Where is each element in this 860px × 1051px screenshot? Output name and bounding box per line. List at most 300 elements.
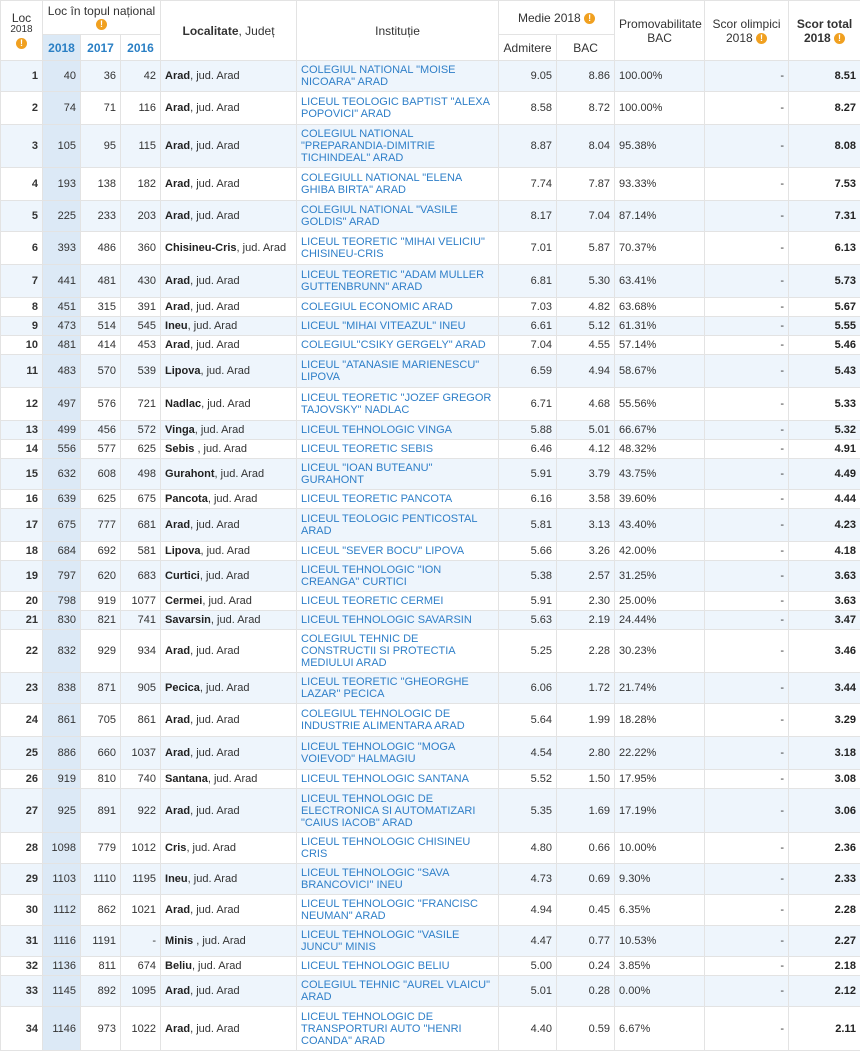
bac-cell: 2.30: [557, 592, 615, 611]
loc-2018-cell: 483: [43, 355, 81, 388]
olimpici-cell: -: [705, 611, 789, 630]
city-cell: [161, 317, 297, 336]
admitere-cell: 4.47: [499, 926, 557, 957]
table-row[interactable]: [1, 201, 860, 232]
loc-2016-cell: 922: [121, 789, 161, 833]
county-name: , jud. Arad: [190, 747, 240, 759]
rank-cell: 11: [1, 355, 43, 388]
bac-cell: 2.28: [557, 630, 615, 673]
total-score-cell: 2.36: [789, 833, 860, 864]
total-header[interactable]: [789, 1, 860, 61]
olimpici-header[interactable]: [705, 1, 789, 61]
promovabilitate-cell: 22.22%: [615, 737, 705, 770]
institution-link[interactable]: LICEUL TEHNOLOGIC SAVARSIN: [297, 611, 499, 630]
admitere-cell: 5.64: [499, 704, 557, 737]
info-icon[interactable]: !: [834, 33, 845, 44]
loc-2016-cell: 683: [121, 561, 161, 592]
total-score-cell: 8.27: [789, 92, 860, 125]
loc-2018-cell: 832: [43, 630, 81, 673]
city-cell: [161, 976, 297, 1007]
city-cell: [161, 440, 297, 459]
city-name: Arad: [165, 102, 190, 114]
county-name: , jud. Arad: [190, 178, 240, 190]
table-row[interactable]: [1, 737, 860, 770]
city-name: Nadlac: [165, 398, 201, 410]
institution-link[interactable]: LICEUL TEHNOLOGIC VINGA: [297, 421, 499, 440]
rank-cell: 10: [1, 336, 43, 355]
loc-2016-cell: 391: [121, 298, 161, 317]
bac-cell: 3.13: [557, 509, 615, 542]
loc-2017-cell: 871: [81, 673, 121, 704]
institution-link[interactable]: LICEUL "ATANASIE MARIENESCU" LIPOVA: [297, 355, 499, 388]
admitere-cell: 6.16: [499, 490, 557, 509]
table-row[interactable]: [1, 630, 860, 673]
table-row[interactable]: [1, 864, 860, 895]
city-cell: [161, 957, 297, 976]
city-name: Arad: [165, 301, 190, 313]
judet-label: , Județ: [239, 24, 275, 38]
county-name: , jud. Arad: [201, 398, 251, 410]
table-row[interactable]: [1, 92, 860, 125]
institution-link[interactable]: COLEGIUL NATIONAL "VASILE GOLDIS" ARAD: [297, 201, 499, 232]
institution-link[interactable]: LICEUL TEHNOLOGIC CHISINEU CRIS: [297, 833, 499, 864]
loc-2018-cell: 925: [43, 789, 81, 833]
bac-header[interactable]: BAC: [557, 35, 615, 61]
city-name: Arad: [165, 210, 190, 222]
olimpici-cell: -: [705, 630, 789, 673]
loc-2018-cell: 393: [43, 232, 81, 265]
county-name: , jud. Arad: [190, 140, 240, 152]
institution-link[interactable]: LICEUL "IOAN BUTEANU" GURAHONT: [297, 459, 499, 490]
loc-2018-cell: 675: [43, 509, 81, 542]
loc-2017-cell: 486: [81, 232, 121, 265]
institution-link[interactable]: COLEGIUL NATIONAL "MOISE NICOARA" ARAD: [297, 61, 499, 92]
city-cell: [161, 926, 297, 957]
info-icon[interactable]: !: [16, 38, 27, 49]
institution-link[interactable]: LICEUL TEORETIC SEBIS: [297, 440, 499, 459]
city-name: Arad: [165, 904, 190, 916]
table-row[interactable]: [1, 926, 860, 957]
rank-cell: 32: [1, 957, 43, 976]
county-name: , jud. Arad: [190, 985, 240, 997]
localitate-header[interactable]: [161, 1, 297, 61]
city-cell: [161, 630, 297, 673]
loc-2018-cell: 798: [43, 592, 81, 611]
rank-cell: 8: [1, 298, 43, 317]
loc-2017-cell: 891: [81, 789, 121, 833]
sort-2018-header[interactable]: 2018: [43, 35, 81, 61]
city-cell: [161, 92, 297, 125]
institution-link[interactable]: LICEUL TEHNOLOGIC "ION CREANGA" CURTICI: [297, 561, 499, 592]
promovabilitate-cell: 43.75%: [615, 459, 705, 490]
institution-link[interactable]: LICEUL TEHNOLOGIC BELIU: [297, 957, 499, 976]
institution-link[interactable]: LICEUL TEHNOLOGIC DE TRANSPORTURI AUTO "HENRI COANDA" ARAD: [297, 1007, 499, 1051]
promovabilitate-cell: 6.67%: [615, 1007, 705, 1051]
info-icon[interactable]: !: [756, 33, 767, 44]
loc-label: Loc: [5, 12, 38, 24]
city-name: Cris: [165, 842, 186, 854]
institution-link[interactable]: LICEUL TEORETIC "JOZEF GREGOR TAJOVSKY" NADLAC: [297, 388, 499, 421]
admitere-cell: 5.52: [499, 770, 557, 789]
bac-cell: 4.12: [557, 440, 615, 459]
institution-link[interactable]: LICEUL TEOLOGIC BAPTIST "ALEXA POPOVICI" ARAD: [297, 92, 499, 125]
city-cell: [161, 864, 297, 895]
admitere-cell: 5.63: [499, 611, 557, 630]
loc-2016-cell: 674: [121, 957, 161, 976]
sort-2016-header[interactable]: 2016: [121, 35, 161, 61]
admitere-cell: 5.35: [499, 789, 557, 833]
olimpici-cell: -: [705, 336, 789, 355]
table-row[interactable]: [1, 833, 860, 864]
institution-link[interactable]: LICEUL TEHNOLOGIC DE ELECTRONICA SI AUTOMATIZARI "CAIUS IACOB" ARAD: [297, 789, 499, 833]
ranking-body: [1, 61, 860, 1051]
county-name: , jud. Arad: [208, 773, 258, 785]
loc-2016-cell: 581: [121, 542, 161, 561]
bac-cell: 0.28: [557, 976, 615, 1007]
loc-2016-cell: 675: [121, 490, 161, 509]
institution-link[interactable]: LICEUL TEORETIC "ADAM MULLER GUTTENBRUNN" ARAD: [297, 265, 499, 298]
admitere-cell: 7.74: [499, 168, 557, 201]
loc-2017-cell: 705: [81, 704, 121, 737]
admitere-cell: 6.71: [499, 388, 557, 421]
loc-2018-cell: 451: [43, 298, 81, 317]
loc-2018-cell: 441: [43, 265, 81, 298]
admitere-cell: 4.94: [499, 895, 557, 926]
loc-2017-cell: 1191: [81, 926, 121, 957]
olimpici-cell: -: [705, 421, 789, 440]
loc-2016-cell: 115: [121, 125, 161, 168]
loc-2018-header[interactable]: [1, 1, 43, 61]
institution-link[interactable]: LICEUL TEORETIC "GHEORGHE LAZAR" PECICA: [297, 673, 499, 704]
rank-cell: 4: [1, 168, 43, 201]
table-row[interactable]: [1, 561, 860, 592]
rank-cell: 17: [1, 509, 43, 542]
total-score-cell: 3.63: [789, 561, 860, 592]
table-row[interactable]: [1, 895, 860, 926]
table-row[interactable]: [1, 168, 860, 201]
promovabilitate-cell: 10.53%: [615, 926, 705, 957]
city-name: Arad: [165, 805, 190, 817]
table-row[interactable]: [1, 490, 860, 509]
county-name: , jud. Arad: [190, 210, 240, 222]
institution-link[interactable]: COLEGIUL ECONOMIC ARAD: [297, 298, 499, 317]
table-row[interactable]: [1, 789, 860, 833]
institution-link[interactable]: COLEGIUL TEHNIC DE CONSTRUCTII SI PROTECTIA MEDIULUI ARAD: [297, 630, 499, 673]
institution-link[interactable]: COLEGIUL"CSIKY GERGELY" ARAD: [297, 336, 499, 355]
olimpici-cell: -: [705, 490, 789, 509]
bac-cell: 0.24: [557, 957, 615, 976]
city-cell: [161, 561, 297, 592]
admitere-cell: 5.81: [499, 509, 557, 542]
institution-link[interactable]: LICEUL TEOLOGIC PENTICOSTAL ARAD: [297, 509, 499, 542]
table-row[interactable]: [1, 770, 860, 789]
loc-2016-cell: 741: [121, 611, 161, 630]
admitere-cell: 6.61: [499, 317, 557, 336]
loc-2016-cell: 203: [121, 201, 161, 232]
admitere-cell: 7.01: [499, 232, 557, 265]
institution-link[interactable]: LICEUL "SEVER BOCU" LIPOVA: [297, 542, 499, 561]
total-score-cell: 5.67: [789, 298, 860, 317]
info-icon[interactable]: !: [96, 19, 107, 30]
promovabilitate-cell: 61.31%: [615, 317, 705, 336]
admitere-cell: 4.40: [499, 1007, 557, 1051]
table-row[interactable]: [1, 1007, 860, 1051]
city-cell: [161, 895, 297, 926]
rank-cell: 9: [1, 317, 43, 336]
institution-link[interactable]: LICEUL TEORETIC CERMEI: [297, 592, 499, 611]
loc-2018-cell: 225: [43, 201, 81, 232]
loc-2018-cell: 473: [43, 317, 81, 336]
table-row[interactable]: [1, 125, 860, 168]
loc-2016-cell: 360: [121, 232, 161, 265]
bac-cell: 0.66: [557, 833, 615, 864]
institution-link[interactable]: COLEGIULL NATIONAL "ELENA GHIBA BIRTA" ARAD: [297, 168, 499, 201]
loc-2017-cell: 620: [81, 561, 121, 592]
olimpici-cell: -: [705, 61, 789, 92]
top-national-label: Loc în topul național: [47, 5, 156, 18]
table-row[interactable]: [1, 298, 860, 317]
rank-cell: 33: [1, 976, 43, 1007]
promovabilitate-cell: 24.44%: [615, 611, 705, 630]
rank-cell: 5: [1, 201, 43, 232]
table-row[interactable]: [1, 976, 860, 1007]
table-row[interactable]: [1, 440, 860, 459]
rank-cell: 23: [1, 673, 43, 704]
table-row[interactable]: [1, 611, 860, 630]
institution-link[interactable]: COLEGIUL TEHNOLOGIC DE INDUSTRIE ALIMENTARA ARAD: [297, 704, 499, 737]
olimpici-cell: -: [705, 298, 789, 317]
county-name: , jud. Arad: [190, 1023, 240, 1035]
city-cell: [161, 168, 297, 201]
promovabilitate-cell: 87.14%: [615, 201, 705, 232]
institution-link[interactable]: LICEUL TEHNOLOGIC "SAVA BRANCOVICI" INEU: [297, 864, 499, 895]
rank-cell: 13: [1, 421, 43, 440]
county-name: , jud. Arad: [200, 365, 250, 377]
total-score-cell: 4.18: [789, 542, 860, 561]
loc-2016-cell: 625: [121, 440, 161, 459]
bac-cell: 0.59: [557, 1007, 615, 1051]
county-name: , jud. Arad: [190, 70, 240, 82]
olimpici-cell: -: [705, 561, 789, 592]
loc-2018-cell: 1116: [43, 926, 81, 957]
olimpici-cell: -: [705, 388, 789, 421]
promovabilitate-cell: 30.23%: [615, 630, 705, 673]
loc-2016-cell: 453: [121, 336, 161, 355]
city-name: Gurahont: [165, 468, 215, 480]
institutie-header[interactable]: [297, 1, 499, 61]
promovabilitate-cell: 58.67%: [615, 355, 705, 388]
rank-cell: 21: [1, 611, 43, 630]
county-name: , jud. Arad: [194, 443, 247, 455]
institution-link[interactable]: COLEGIUL NATIONAL "PREPARANDIA-DIMITRIE TICHINDEAL" ARAD: [297, 125, 499, 168]
loc-2016-cell: 1077: [121, 592, 161, 611]
institution-link[interactable]: LICEUL TEORETIC "MIHAI VELICIU" CHISINEU-CRIS: [297, 232, 499, 265]
bac-cell: 5.12: [557, 317, 615, 336]
city-cell: [161, 673, 297, 704]
city-cell: [161, 509, 297, 542]
loc-2016-cell: 740: [121, 770, 161, 789]
loc-2017-cell: 892: [81, 976, 121, 1007]
admitere-cell: 5.88: [499, 421, 557, 440]
institution-link[interactable]: LICEUL "MIHAI VITEAZUL" INEU: [297, 317, 499, 336]
table-row[interactable]: [1, 421, 860, 440]
loc-2017-cell: 1110: [81, 864, 121, 895]
rank-cell: 26: [1, 770, 43, 789]
loc-2016-cell: 1195: [121, 864, 161, 895]
bac-cell: 4.94: [557, 355, 615, 388]
table-row[interactable]: [1, 459, 860, 490]
table-row[interactable]: [1, 509, 860, 542]
promovabilitate-cell: 10.00%: [615, 833, 705, 864]
county-name: , jud. Arad: [186, 842, 236, 854]
county-name: , jud. Arad: [190, 301, 240, 313]
table-row[interactable]: [1, 61, 860, 92]
county-name: , jud. Arad: [190, 714, 240, 726]
loc-2016-cell: 1022: [121, 1007, 161, 1051]
loc-2018-cell: 830: [43, 611, 81, 630]
city-name: Arad: [165, 1023, 190, 1035]
promovabilitate-cell: 42.00%: [615, 542, 705, 561]
bac-cell: 0.45: [557, 895, 615, 926]
total-score-cell: 5.32: [789, 421, 860, 440]
olimpici-cell: -: [705, 770, 789, 789]
city-name: Chisineu-Cris: [165, 242, 237, 254]
city-name: Arad: [165, 339, 190, 351]
county-name: , jud. Arad: [195, 424, 245, 436]
admitere-cell: 7.04: [499, 336, 557, 355]
rank-cell: 19: [1, 561, 43, 592]
promovabilitate-cell: 0.00%: [615, 976, 705, 1007]
olimpici-cell: -: [705, 976, 789, 1007]
institution-link[interactable]: LICEUL TEHNOLOGIC SANTANA: [297, 770, 499, 789]
bac-cell: 8.86: [557, 61, 615, 92]
loc-2017-cell: 414: [81, 336, 121, 355]
loc-2017-cell: 138: [81, 168, 121, 201]
loc-2018-cell: 797: [43, 561, 81, 592]
loc-2018-cell: 499: [43, 421, 81, 440]
admitere-cell: 8.87: [499, 125, 557, 168]
rank-cell: 25: [1, 737, 43, 770]
rank-cell: 20: [1, 592, 43, 611]
promovabilitate-header[interactable]: [615, 1, 705, 61]
loc-2018-cell: 861: [43, 704, 81, 737]
admitere-cell: 8.58: [499, 92, 557, 125]
rank-cell: 29: [1, 864, 43, 895]
total-score-cell: 3.06: [789, 789, 860, 833]
table-row[interactable]: [1, 542, 860, 561]
loc-2017-cell: 779: [81, 833, 121, 864]
institution-link[interactable]: COLEGIUL TEHNIC "AUREL VLAICU" ARAD: [297, 976, 499, 1007]
institution-link[interactable]: LICEUL TEHNOLOGIC "VASILE JUNCU" MINIS: [297, 926, 499, 957]
loc-2016-cell: 42: [121, 61, 161, 92]
total-score-cell: 3.18: [789, 737, 860, 770]
sort-2017-header[interactable]: 2017: [81, 35, 121, 61]
table-row[interactable]: [1, 265, 860, 298]
loc-2018-cell: 40: [43, 61, 81, 92]
table-row[interactable]: [1, 957, 860, 976]
table-row[interactable]: [1, 355, 860, 388]
rank-cell: 30: [1, 895, 43, 926]
county-name: , jud. Arad: [188, 873, 238, 885]
promovabilitate-cell: 25.00%: [615, 592, 705, 611]
table-row[interactable]: [1, 336, 860, 355]
rank-cell: 18: [1, 542, 43, 561]
city-cell: [161, 61, 297, 92]
admitere-cell: 4.54: [499, 737, 557, 770]
county-name: , jud. Arad: [211, 614, 261, 626]
loc-2017-cell: 862: [81, 895, 121, 926]
admitere-header[interactable]: Admitere: [499, 35, 557, 61]
city-name: Arad: [165, 140, 190, 152]
rank-cell: 7: [1, 265, 43, 298]
city-cell: [161, 490, 297, 509]
rank-cell: 2: [1, 92, 43, 125]
loc-2017-cell: 973: [81, 1007, 121, 1051]
admitere-cell: 5.91: [499, 459, 557, 490]
table-row[interactable]: [1, 673, 860, 704]
loc-2016-cell: 545: [121, 317, 161, 336]
bac-cell: 4.82: [557, 298, 615, 317]
loc-2017-cell: 625: [81, 490, 121, 509]
info-icon[interactable]: !: [584, 13, 595, 24]
rank-cell: 3: [1, 125, 43, 168]
admitere-cell: 5.38: [499, 561, 557, 592]
total-label: Scor total 2018: [797, 17, 852, 45]
city-cell: [161, 232, 297, 265]
total-score-cell: 2.28: [789, 895, 860, 926]
institution-link[interactable]: LICEUL TEORETIC PANCOTA: [297, 490, 499, 509]
loc-2018-cell: 1103: [43, 864, 81, 895]
table-row[interactable]: [1, 317, 860, 336]
city-name: Santana: [165, 773, 208, 785]
loc-2018-cell: 1112: [43, 895, 81, 926]
bac-cell: 4.55: [557, 336, 615, 355]
loc-2017-cell: 95: [81, 125, 121, 168]
loc-2017-cell: 481: [81, 265, 121, 298]
rank-cell: 31: [1, 926, 43, 957]
loc-2018-cell: 1136: [43, 957, 81, 976]
olimpici-cell: -: [705, 459, 789, 490]
olimpici-cell: -: [705, 1007, 789, 1051]
table-row[interactable]: [1, 232, 860, 265]
city-cell: [161, 459, 297, 490]
table-row[interactable]: [1, 704, 860, 737]
total-score-cell: 8.51: [789, 61, 860, 92]
city-cell: [161, 421, 297, 440]
table-row[interactable]: [1, 388, 860, 421]
promovabilitate-cell: 43.40%: [615, 509, 705, 542]
bac-cell: 7.87: [557, 168, 615, 201]
rank-cell: 15: [1, 459, 43, 490]
total-score-cell: 3.08: [789, 770, 860, 789]
county-name: , jud. Arad: [200, 570, 250, 582]
table-row[interactable]: [1, 592, 860, 611]
total-score-cell: 5.73: [789, 265, 860, 298]
olimpici-cell: -: [705, 957, 789, 976]
city-cell: [161, 704, 297, 737]
county-name: , jud. Arad: [208, 493, 258, 505]
city-name: Pecica: [165, 682, 200, 694]
bac-cell: 7.04: [557, 201, 615, 232]
bac-cell: 1.99: [557, 704, 615, 737]
loc-2018-cell: 838: [43, 673, 81, 704]
institution-link[interactable]: LICEUL TEHNOLOGIC "MOGA VOIEVOD" HALMAGIU: [297, 737, 499, 770]
institution-link[interactable]: LICEUL TEHNOLOGIC "FRANCISC NEUMAN" ARAD: [297, 895, 499, 926]
admitere-cell: 5.66: [499, 542, 557, 561]
olimpici-cell: -: [705, 704, 789, 737]
loc-2017-cell: 570: [81, 355, 121, 388]
loc-2016-cell: -: [121, 926, 161, 957]
